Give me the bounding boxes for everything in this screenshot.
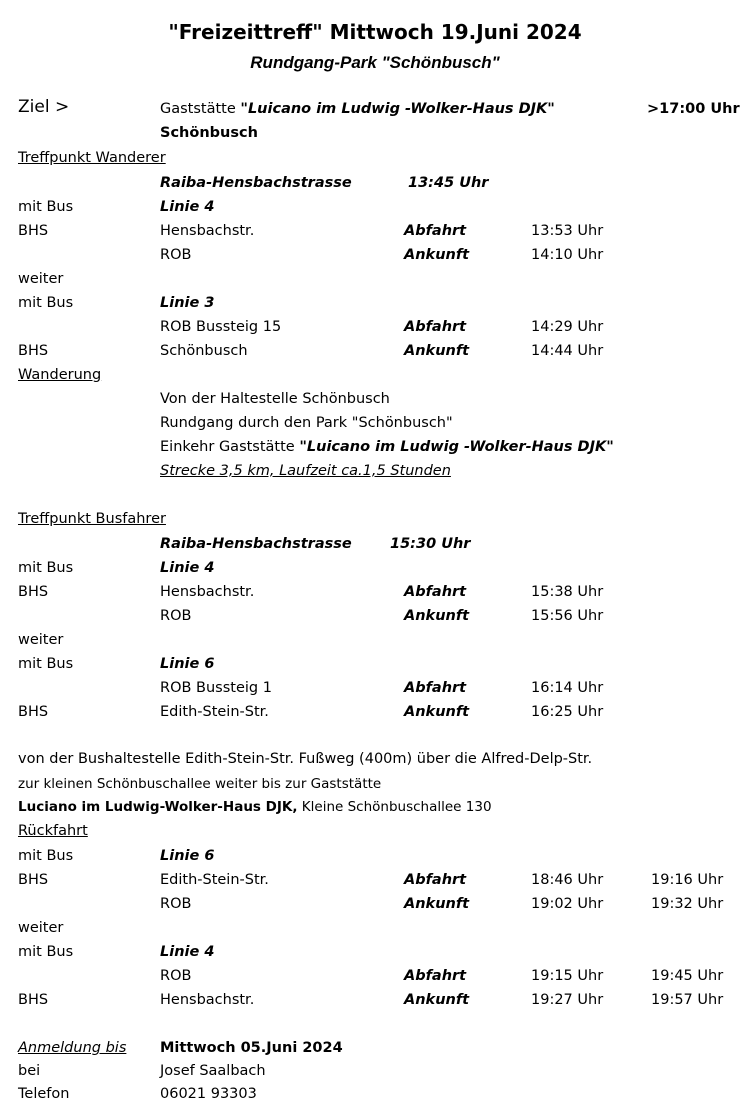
table-row — [0, 340, 750, 362]
wanderer-heading: Treffpunkt Wanderer — [18, 150, 166, 166]
ziel-label: Ziel > — [18, 97, 70, 117]
ziel-time: >17:00 Uhr — [647, 101, 740, 117]
page-subtitle: Rundgang-Park "Schönbusch" — [250, 53, 500, 72]
bus-line: Linie 4 — [160, 199, 215, 215]
table-row — [0, 605, 750, 627]
row-event: Ankunft — [404, 896, 470, 912]
row-stop: ROB — [160, 608, 192, 624]
row-location: BHS — [18, 872, 49, 888]
table-row — [0, 869, 750, 891]
weiter-label: weiter — [18, 920, 64, 936]
wanderung-einkehr — [160, 438, 614, 456]
table-row — [0, 677, 750, 699]
row-time-alt: 19:57 Uhr — [651, 992, 724, 1008]
bei-name: Josef Saalbach — [160, 1063, 266, 1079]
rueckfahrt-heading: Rückfahrt — [18, 823, 88, 839]
mode-label: mit Bus — [18, 944, 74, 960]
row-time-alt: 19:16 Uhr — [651, 872, 724, 888]
table-row — [0, 316, 750, 338]
ziel-gaststaette-prefix: Gaststätte — [160, 101, 241, 117]
table-row — [0, 701, 750, 723]
row-event: Ankunft — [404, 704, 470, 720]
anmeldung-label: Anmeldung bis — [18, 1040, 127, 1056]
fussweg-line: von der Bushaltestelle Edith-Stein-Str. Fußweg (400m) über die Alfred-Delp-Str. — [18, 751, 593, 767]
row-stop: Hensbachstr. — [160, 992, 255, 1008]
row-time: 15:38 Uhr — [531, 584, 604, 600]
anmeldung-bei-row — [0, 1060, 750, 1082]
row-time: 16:25 Uhr — [531, 704, 604, 720]
row-time: 19:15 Uhr — [531, 968, 604, 984]
row-stop: ROB — [160, 247, 192, 263]
row-time: 13:53 Uhr — [531, 223, 604, 239]
row-time: 18:46 Uhr — [531, 872, 604, 888]
fussweg-address-rest: Kleine Schönbuschallee 130 — [297, 799, 492, 815]
wanderer-meeting-place: Raiba-Hensbachstrasse — [160, 175, 352, 191]
bei-label: bei — [18, 1063, 41, 1079]
row-stop: ROB Bussteig 15 — [160, 319, 282, 335]
mode-label: mit Bus — [18, 848, 74, 864]
rueckfahrt-leg1-header — [0, 845, 750, 867]
anmeldung-date: Mittwoch 05.Juni 2024 — [160, 1040, 343, 1056]
row-stop: Hensbachstr. — [160, 584, 255, 600]
row-event: Abfahrt — [404, 223, 467, 239]
row-time: 19:27 Uhr — [531, 992, 604, 1008]
row-time: 15:56 Uhr — [531, 608, 604, 624]
mode-label: mit Bus — [18, 656, 74, 672]
wanderer-meeting-time: 13:45 Uhr — [408, 175, 489, 191]
table-row — [0, 220, 750, 242]
bus-line: Linie 6 — [160, 656, 215, 672]
row-time: 19:02 Uhr — [531, 896, 604, 912]
row-stop: Edith-Stein-Str. — [160, 704, 269, 720]
busfahrer-meeting-place: Raiba-Hensbachstrasse — [160, 536, 352, 552]
row-stop: Schönbusch — [160, 343, 248, 359]
row-time-alt: 19:45 Uhr — [651, 968, 724, 984]
row-time: 14:29 Uhr — [531, 319, 604, 335]
ziel-place: Schönbusch — [160, 125, 258, 141]
row-location: BHS — [18, 223, 49, 239]
row-event: Ankunft — [404, 992, 470, 1008]
row-location: BHS — [18, 584, 49, 600]
table-row — [0, 244, 750, 266]
mode-label: mit Bus — [18, 560, 74, 576]
wanderer-leg2-header — [0, 292, 750, 314]
ziel-gaststaette — [160, 100, 555, 118]
wanderung-heading: Wanderung — [18, 367, 102, 383]
weiter-label: weiter — [18, 271, 64, 287]
row-time: 16:14 Uhr — [531, 680, 604, 696]
page-title: "Freizeittreff" Mittwoch 19.Juni 2024 — [168, 20, 582, 44]
anmeldung-telefon-row — [0, 1083, 750, 1105]
row-event: Ankunft — [404, 247, 470, 263]
busfahrer-leg1-header — [0, 557, 750, 579]
wanderung-line: Rundgang durch den Park "Schönbusch" — [160, 415, 453, 431]
bus-line: Linie 4 — [160, 560, 215, 576]
fussweg-address — [18, 798, 492, 816]
anmeldung-row — [0, 1037, 750, 1059]
row-stop: ROB — [160, 896, 192, 912]
row-event: Ankunft — [404, 608, 470, 624]
wanderung-einkehr-name: "Luicano im Ludwig -Wolker-Haus DJK" — [299, 439, 614, 455]
wanderer-meeting-row — [0, 172, 750, 194]
telefon-label: Telefon — [18, 1086, 70, 1102]
bus-line: Linie 3 — [160, 295, 215, 311]
row-event: Abfahrt — [404, 968, 467, 984]
row-time-alt: 19:32 Uhr — [651, 896, 724, 912]
row-event: Abfahrt — [404, 872, 467, 888]
busfahrer-meeting-row — [0, 533, 750, 555]
table-row — [0, 893, 750, 915]
wanderung-strecke: Strecke 3,5 km, Laufzeit ca.1,5 Stunden — [160, 463, 451, 479]
row-stop: Edith-Stein-Str. — [160, 872, 269, 888]
row-time: 14:10 Uhr — [531, 247, 604, 263]
wanderer-leg1-header — [0, 196, 750, 218]
busfahrer-meeting-time: 15:30 Uhr — [390, 536, 471, 552]
row-stop: ROB — [160, 968, 192, 984]
row-location: BHS — [18, 704, 49, 720]
fussweg-line: zur kleinen Schönbuschallee weiter bis zur Gaststätte — [18, 776, 382, 792]
telefon-value: 06021 93303 — [160, 1086, 257, 1102]
rueckfahrt-leg2-header — [0, 941, 750, 963]
row-stop: Hensbachstr. — [160, 223, 255, 239]
busfahrer-leg2-header — [0, 653, 750, 675]
mode-label: mit Bus — [18, 199, 74, 215]
table-row — [0, 989, 750, 1011]
row-location: BHS — [18, 992, 49, 1008]
fussweg-address-name: Luciano im Ludwig-Wolker-Haus DJK, — [18, 799, 298, 815]
row-event: Ankunft — [404, 343, 470, 359]
wanderung-einkehr-prefix: Einkehr Gaststätte — [160, 439, 300, 455]
busfahrer-heading: Treffpunkt Busfahrer — [18, 511, 166, 527]
row-event: Abfahrt — [404, 319, 467, 335]
row-location: BHS — [18, 343, 49, 359]
row-event: Abfahrt — [404, 680, 467, 696]
bus-line: Linie 6 — [160, 848, 215, 864]
bus-line: Linie 4 — [160, 944, 215, 960]
weiter-label: weiter — [18, 632, 64, 648]
row-event: Abfahrt — [404, 584, 467, 600]
ziel-gaststaette-name: "Luicano im Ludwig -Wolker-Haus DJK" — [240, 101, 555, 117]
table-row — [0, 581, 750, 603]
row-time: 14:44 Uhr — [531, 343, 604, 359]
wanderung-line: Von der Haltestelle Schönbusch — [160, 391, 390, 407]
mode-label: mit Bus — [18, 295, 74, 311]
table-row — [0, 965, 750, 987]
row-stop: ROB Bussteig 1 — [160, 680, 272, 696]
